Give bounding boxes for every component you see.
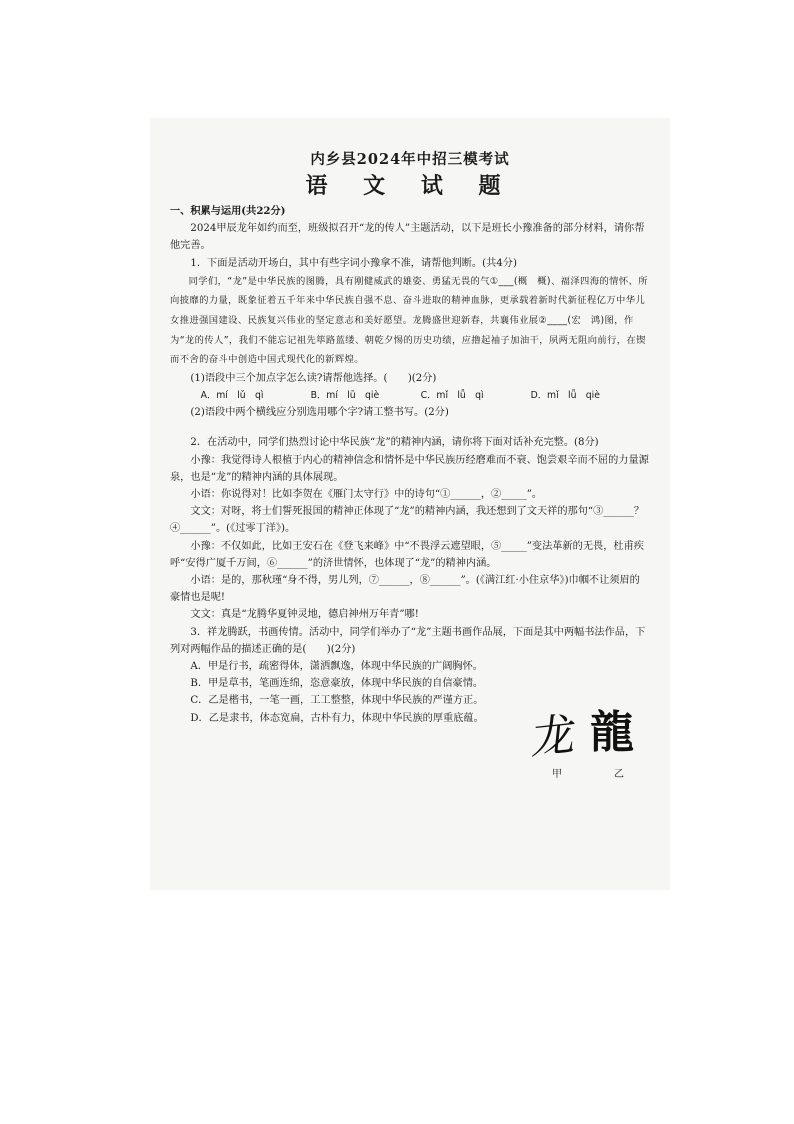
q1-options xyxy=(170,387,650,404)
q3-option-b: B．甲是草书，笔画连绵，恣意豪放，体现中华民族的自信豪情。 xyxy=(190,678,484,690)
calligraphy-jia: 龙 xyxy=(529,708,579,765)
q2-line: 小语：是的，那秋瑾“身不得，男儿列，⑦______，⑧______”。(《满江红·小住京华》)巾帼不让须眉的豪情也是呢! xyxy=(170,575,640,604)
q2-line: 小豫：不仅如此，比如王安石在《登飞来峰》中“不畏浮云遮望眼，⑤_____”变法革新的无畏，杜甫疾呼“安得广厦千万间，⑥______”的济世情怀，也体现了“龙”的精神内涵。 xyxy=(170,540,644,569)
q2-line: 文文：真是“龙腾华夏钟灵地，德启神州万年青”哪! xyxy=(190,609,419,621)
q3-stem: 3．祥龙腾跃，书画传情。活动中，同学们举办了“龙”主题书画作品展，下面是其中两幅书法作品，下列对两幅作品的描述正确的是( )(2分) xyxy=(170,626,646,655)
calligraphy-yi: 龍 xyxy=(590,707,634,758)
section-heading: 一、积累与运用(共22分) xyxy=(170,205,286,217)
q1-option-c: C．mǐ lǚ qì xyxy=(420,389,484,401)
q1-option-b: B．mí lū qiè xyxy=(310,389,380,401)
q2-line: 小豫：我觉得诗人根植于内心的精神信念和情怀是中华民族历经磨难而不衰、饱尝艰辛而不屈的力量源泉，也是“龙”的精神内涵的具体展现。 xyxy=(170,454,649,483)
subject-title: 语 文 试 题 xyxy=(305,173,515,199)
section-intro: 2024甲辰龙年如约而至，班级拟召开“龙的传人”主题活动，以下是班长小豫准备的部分材料，请你帮他完善。 xyxy=(170,223,645,252)
q1-option-a: A．mí lǔ qì xyxy=(200,389,264,401)
q2-line: 小语：你说得对！比如李贺在《雁门太守行》中的诗句“①______，②_____”。 xyxy=(190,489,543,500)
exam-content xyxy=(170,150,650,727)
label-yi: 乙 xyxy=(614,769,624,780)
calligraphy-artworks xyxy=(529,707,647,785)
q2-stem: 2．在活动中，同学们热烈讨论中华民族“龙”的精神内涵，请你将下面对话补充完整。(8分) xyxy=(190,437,599,449)
q3-option-a: A．甲是行书，疏密得体，潇洒飘逸，体现中华民族的广阔胸怀。 xyxy=(190,661,483,673)
exam-title: 内乡县2024年中招三模考试 xyxy=(310,151,510,168)
q2-line: 文文：对呀，将士们誓死报国的精神正体现了“龙”的精神内涵，我还想到了文天祥的那句“③______？④______”。(《过零丁洋》)。 xyxy=(170,506,645,535)
q1-stem: 1．下面是活动开场白，其中有些字词小豫拿不准，请帮他判断。(共4分) xyxy=(190,257,517,269)
q3-option-c: C．乙是楷书，一笔一画，工工整整，体现中华民族的严谨方正。 xyxy=(190,695,484,707)
label-jia: 甲 xyxy=(552,769,562,780)
q1-passage: 同学们，“龙”是中华民族的图腾，具有刚健威武的雄姿、勇猛无畏的气①___(概 概)、福泽四海的情怀、所向披靡的力量，既象征着五千年来中华民族自强不息、奋斗进取的精神血脉，更承载着新时代新征程亿万中华儿女推进强国建设、民族复兴伟业的坚定意志和美好愿望。龙腾盛世迎新春，共襄伟业展②____(宏 鸿)图，作为“龙的传人”，我们不能忘记祖先筚路蓝缕、朝乾夕惕的历史功绩，应撸起袖子加油干，夙两无阻向前行，在锲而不舍的奋斗中创造中国式现代化的新辉煌。 xyxy=(170,275,648,366)
spacer xyxy=(170,421,650,434)
q1-sub1: (1)语段中三个加点字怎么读?请帮他选择。( )(2分) xyxy=(190,372,437,384)
q1-sub2: (2)语段中两个横线应分别选用哪个字?请工整书写。(2分) xyxy=(190,407,449,419)
q3-option-d: D．乙是隶书，体态宽扁，古朴有力，体现中华民族的厚重底蕴。 xyxy=(190,712,484,724)
q1-option-d: D．mǐ lǚ qiè xyxy=(530,389,600,401)
